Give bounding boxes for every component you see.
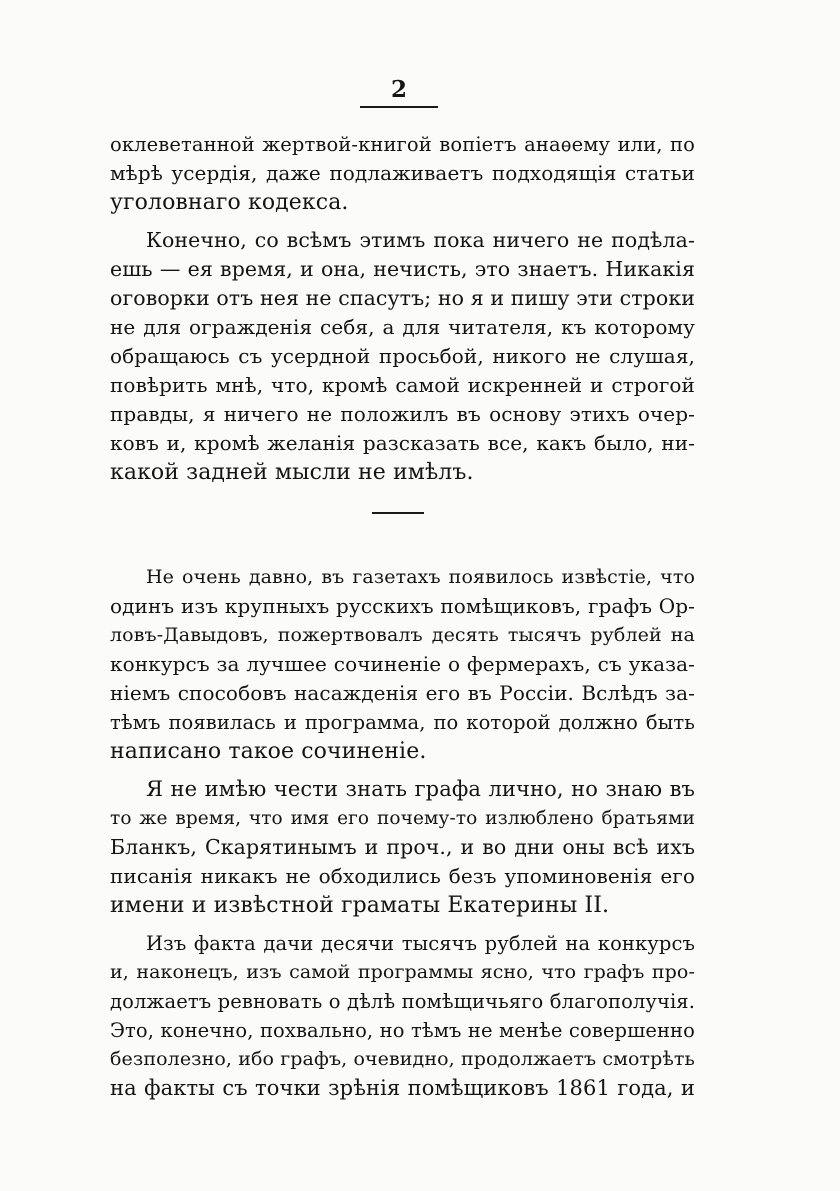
- text-line: написано такое сочиненіе.: [110, 739, 427, 764]
- text-line: и, наконецъ, изъ самой программы ясно, что графъ про-: [110, 961, 695, 983]
- text-line: Не очень давно, въ газетахъ появилось извѣстіе, что: [146, 566, 695, 588]
- text-line: то же время, что имя его почему-то излюблено братьями: [110, 808, 695, 829]
- text-line: обращаюсь съ усердной просьбой, никого не слушая,: [110, 344, 695, 368]
- text-line: имени и извѣстной граматы Екатерины II.: [110, 893, 610, 918]
- text-line: безполезно, ибо графъ, очевидно, продолжаетъ смотрѣть: [110, 1048, 695, 1070]
- text-line: ешь — ея время, и она, нечисть, это знаетъ. Никакія: [110, 257, 695, 281]
- text-block-bottom: [110, 563, 695, 1103]
- section-divider: [372, 512, 424, 514]
- text-line: Это, конечно, похвально, но тѣмъ не менѣе совершенно: [110, 1019, 695, 1042]
- page-number-underline: [360, 106, 438, 108]
- paragraph: [110, 775, 695, 920]
- text-line: повѣрить мнѣ, что, кромѣ самой искренней и строгой: [110, 373, 695, 397]
- text-line: тѣмъ появилась и программа, по которой должно быть: [110, 711, 695, 734]
- paragraph: [110, 130, 695, 217]
- paragraph: [110, 929, 695, 1103]
- text-line: Изъ факта дачи десячи тысячъ рублей на конкурсъ: [146, 932, 695, 955]
- text-line: ковъ и, кромѣ желанія разсказать все, какъ было, ни-: [110, 431, 695, 455]
- text-line: правды, я ничего не положилъ въ основу этихъ очер-: [110, 402, 695, 426]
- text-line: не для огражденія себя, а для читателя, къ которому: [110, 315, 695, 339]
- text-line: какой задней мысли не имѣлъ.: [110, 460, 474, 485]
- text-line: на факты съ точки зрѣнія помѣщиковъ 1861 года, и: [110, 1076, 695, 1100]
- text-line: мѣрѣ усердія, даже подлаживаетъ подходящія статьи: [110, 161, 695, 185]
- paragraph: [110, 563, 695, 766]
- text-line: писанія никакъ не обходились безъ упоминовенія его: [110, 864, 695, 888]
- text-line: ніемъ способовъ насажденія его въ Россіи. Вслѣдъ за-: [110, 681, 695, 705]
- text-line: уголовнаго кодекса.: [110, 190, 349, 215]
- paragraph-gap: [110, 766, 695, 775]
- page-number: 2: [390, 76, 407, 103]
- paragraph-gap: [110, 920, 695, 929]
- text-line: ловъ-Давыдовъ, пожертвовалъ десять тысячъ рублей на: [110, 624, 695, 646]
- text-line: оговорки отъ нея не спасутъ; но я и пишу эти строки: [110, 286, 695, 310]
- text-line: Я не имѣю чести знать графа лично, но знаю въ: [146, 777, 695, 801]
- text-line: должаетъ ревновать о дѣлѣ помѣщичьяго благополучія.: [110, 990, 695, 1013]
- paragraph: [110, 226, 695, 487]
- text-line: одинъ изъ крупныхъ русскихъ помѣщиковъ, графъ Ор-: [110, 594, 695, 618]
- paragraph-gap: [110, 217, 695, 226]
- text-line: оклеветанной жертвой-книгой вопіетъ анаѳему или, по: [110, 133, 695, 156]
- text-block-top: [110, 130, 695, 487]
- text-line: Бланкъ, Скарятинымъ и проч., и во дни оны всѣ ихъ: [110, 835, 695, 859]
- text-line: конкурсъ за лучшее сочиненіе о фермерахъ, съ указа-: [110, 652, 695, 676]
- text-line: Конечно, со всѣмъ этимъ пока ничего не подѣла-: [146, 228, 695, 252]
